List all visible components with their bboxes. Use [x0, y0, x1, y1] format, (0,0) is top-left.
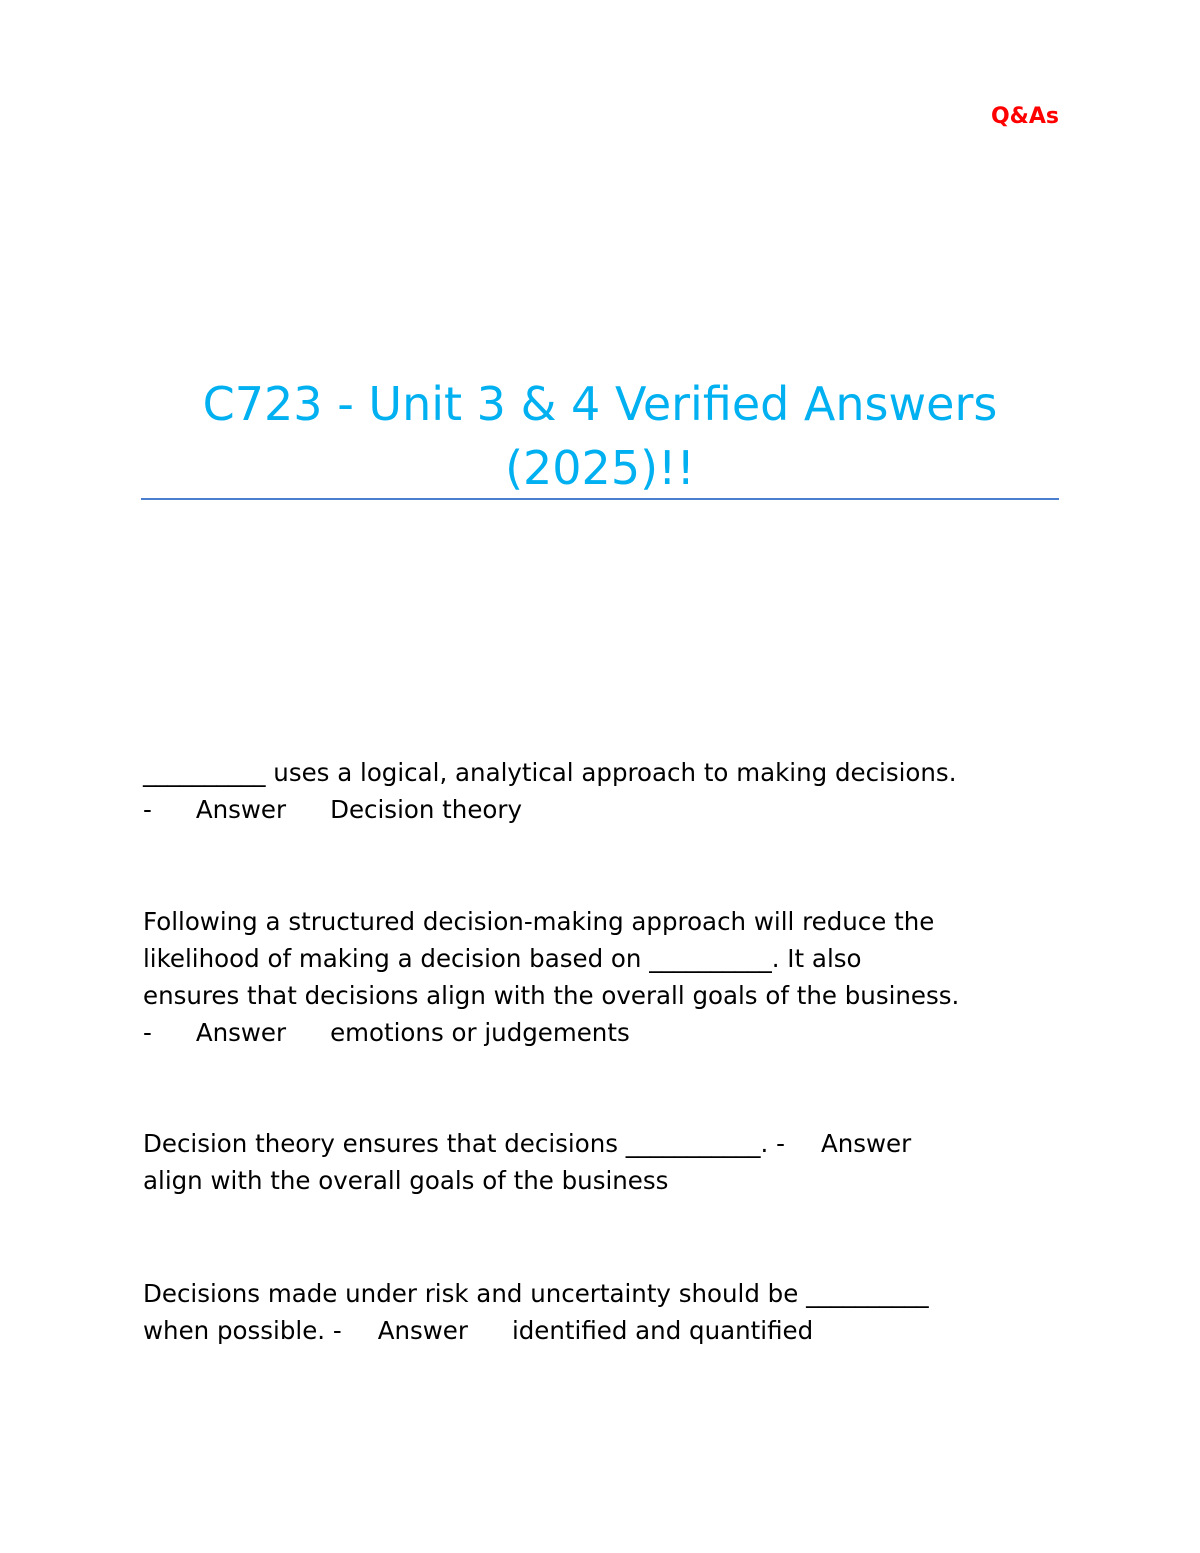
question-line: likelihood of making a decision based on __________. It also: [143, 944, 862, 973]
answer-line: [143, 791, 1073, 828]
answer-text: align with the overall goals of the business: [143, 1166, 669, 1195]
qa-item-3: [143, 1125, 1073, 1199]
answer-label: Answer: [195, 795, 287, 824]
qa-item-4: [143, 1275, 1073, 1349]
question-text: when possible.: [143, 1316, 326, 1345]
title-line-2: (2025)!!: [505, 441, 695, 495]
answer-text: emotions or judgements: [330, 1018, 630, 1047]
document-title: [141, 372, 1059, 500]
answer-line: [143, 1312, 1073, 1349]
header-tag: Q&As: [990, 104, 1059, 129]
answer-separator: -: [776, 1129, 785, 1158]
qa-item-2: [143, 903, 1073, 1051]
question-text: Decision theory ensures that decisions ___________.: [143, 1129, 769, 1158]
answer-text: identified and quantified: [511, 1316, 814, 1345]
answer-label: Answer: [195, 1018, 287, 1047]
answer-text: Decision theory: [330, 795, 522, 824]
question-line: Following a structured decision-making approach will reduce the: [143, 907, 935, 936]
question-line: __________ uses a logical, analytical approach to making decisions.: [143, 758, 957, 787]
answer-separator: -: [143, 795, 152, 824]
answer-separator: -: [332, 1316, 342, 1345]
title-divider: [141, 498, 1059, 500]
question-line: [143, 1125, 1073, 1162]
answer-line: [143, 1014, 1073, 1051]
answer-separator: -: [143, 1018, 152, 1047]
answer-label: Answer: [820, 1129, 912, 1158]
question-line: Decisions made under risk and uncertainty should be __________: [143, 1279, 929, 1308]
answer-label: Answer: [377, 1316, 468, 1345]
qa-item-1: [143, 754, 1073, 828]
title-line-1: C723 - Unit 3 & 4 Verified Answers: [202, 377, 998, 431]
question-line: ensures that decisions align with the overall goals of the business.: [143, 981, 960, 1010]
